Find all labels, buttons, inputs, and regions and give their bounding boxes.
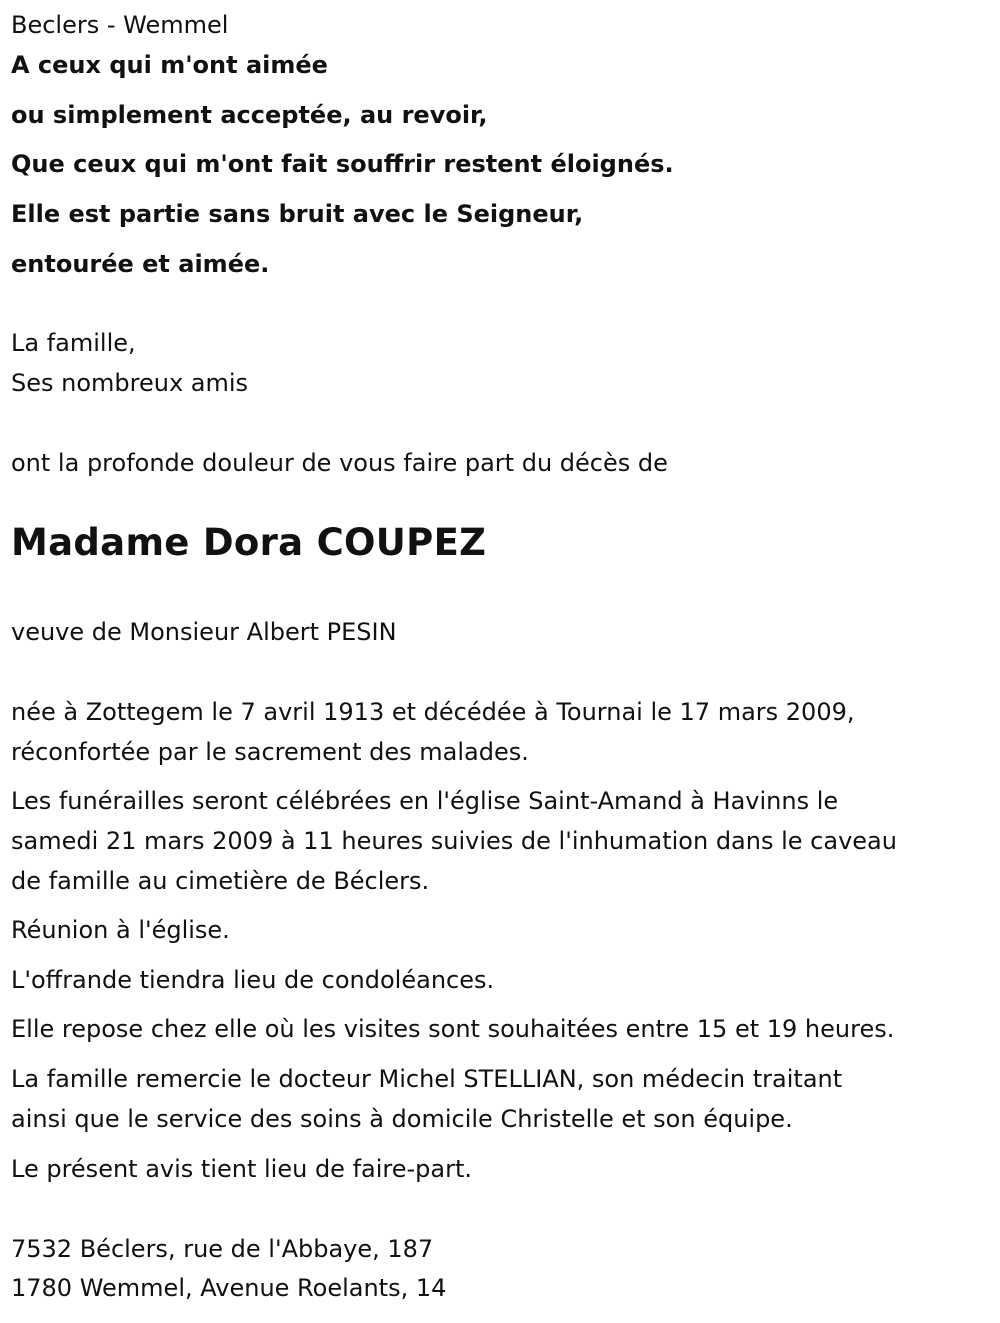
detail-line: L'offrande tiendra lieu de condoléances. [11,966,495,994]
detail-line: ainsi que le service des soins à domicile Christelle et son équipe. [11,1105,793,1133]
poem-line: entourée et aimée. [11,250,270,278]
detail-line: Les funérailles seront célébrées en l'église Saint-Amand à Havinns le [11,787,839,815]
poem-line: Que ceux qui m'ont fait souffrir restent éloignés. [11,150,674,178]
detail-line: Le présent avis tient lieu de faire-part. [11,1155,473,1183]
detail-line: La famille remercie le docteur Michel STELLIAN, son médecin traitant [11,1065,843,1093]
announcement: ont la profonde douleur de vous faire part du décès de [11,449,668,477]
poem-line: ou simplement acceptée, au revoir, [11,101,488,129]
family-line: La famille, [11,329,136,357]
spouse-line: veuve de Monsieur Albert PESIN [11,618,397,646]
family-line: Ses nombreux amis [11,369,249,397]
detail-line: Réunion à l'église. [11,916,230,944]
address-line: 1780 Wemmel, Avenue Roelants, 14 [11,1274,447,1302]
detail-line: samedi 21 mars 2009 à 11 heures suivies de l'inhumation dans le caveau [11,827,897,855]
header-location: Beclers - Wemmel [11,11,229,39]
poem-line: A ceux qui m'ont aimée [11,51,328,79]
poem-line: Elle est partie sans bruit avec le Seigneur, [11,200,584,228]
detail-line: Elle repose chez elle où les visites sont souhaitées entre 15 et 19 heures. [11,1015,895,1043]
address-line: 7532 Béclers, rue de l'Abbaye, 187 [11,1235,434,1263]
detail-line: de famille au cimetière de Béclers. [11,867,430,895]
deceased-name: Madame Dora COUPEZ [11,521,487,564]
detail-line: née à Zottegem le 7 avril 1913 et décédée à Tournai le 17 mars 2009, [11,698,855,726]
detail-line: réconfortée par le sacrement des malades. [11,738,529,766]
